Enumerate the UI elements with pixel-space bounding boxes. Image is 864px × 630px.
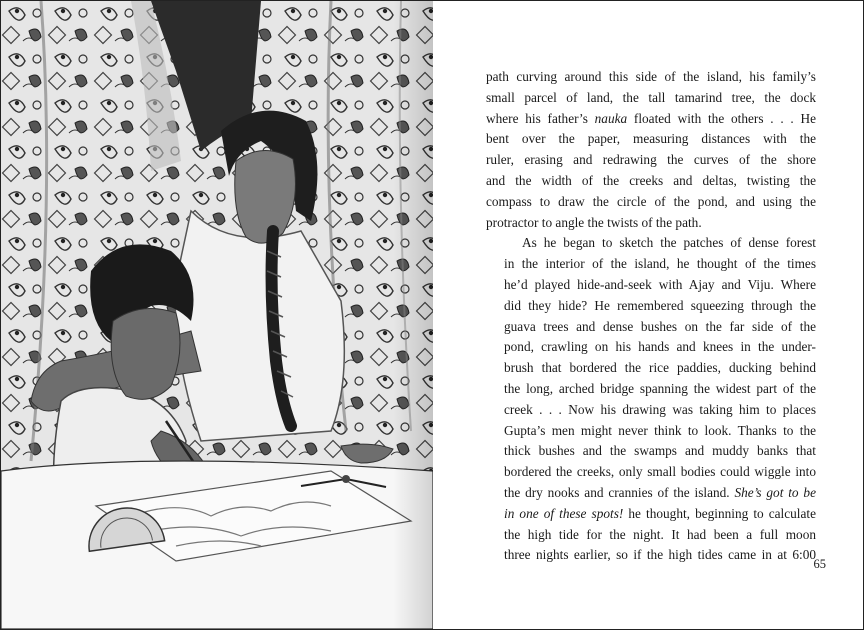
paragraph-1 (486, 67, 816, 233)
text-line (486, 504, 816, 525)
body-text (486, 67, 816, 566)
text-page (433, 1, 863, 629)
text-segment: floated with the others . . . He (627, 110, 817, 126)
text-segment: he thought, beginning to calculate (623, 505, 816, 521)
text-line: did they hide? He remembered squeezing through the (504, 297, 816, 313)
text-line: the high tide for the night. It had been a full moon (504, 526, 816, 542)
text-line: Gupta’s men might never think to look. Thanks to the (504, 422, 816, 438)
text-line: pond, crawling on his hands and knees in the under- (504, 339, 816, 355)
text-line: guava trees and dense bushes on the far side of the (504, 318, 816, 334)
text-segment: the dry nooks and crannies of the island. (504, 484, 735, 500)
text-line: and the width of the creeks and deltas, twisting the (486, 172, 816, 188)
illustration-panel (1, 1, 433, 629)
text-line: brush that bordered the rice paddies, ducking behind (504, 360, 816, 376)
text-line: bent over the paper, measuring distances with the (486, 131, 816, 147)
text-segment: where his father’s (486, 110, 595, 126)
text-line: small parcel of land, the tall tamarind tree, the dock (486, 89, 816, 105)
text-line (486, 483, 816, 504)
italic-word: nauka (594, 110, 628, 126)
italic-phrase: She’s got to be (734, 484, 816, 500)
paragraph-2 (486, 233, 816, 566)
text-line: protractor to angle the twists of the path. (486, 214, 702, 230)
text-line: he’d played hide-and-seek with Ajay and Viju. Where (504, 276, 816, 292)
text-line (486, 109, 816, 130)
text-line: ruler, erasing and redrawing the curves of the shore (486, 152, 816, 168)
text-line: path curving around this side of the island, his family’s (486, 69, 816, 84)
italic-phrase: in one of these spots! (504, 505, 624, 521)
text-line: the long, arched bridge spanning the widest part of the (504, 380, 816, 396)
text-line: compass to draw the circle of the pond, and using the (486, 193, 816, 209)
illustration-icon (1, 1, 433, 629)
text-line: in the interior of the island, he thought of the times (504, 256, 816, 272)
text-line: three nights earlier, so if the high tides came in at 6:00 (504, 547, 816, 563)
text-line: creek . . . Now his drawing was taking him to places (504, 401, 816, 417)
text-line: bordered the creeks, only small bodies could wiggle into (504, 464, 816, 480)
page-number: 65 (813, 557, 826, 571)
text-line: thick bushes and the swamps and muddy banks that (504, 443, 816, 459)
text-line: As he began to sketch the patches of dense forest (522, 235, 816, 251)
